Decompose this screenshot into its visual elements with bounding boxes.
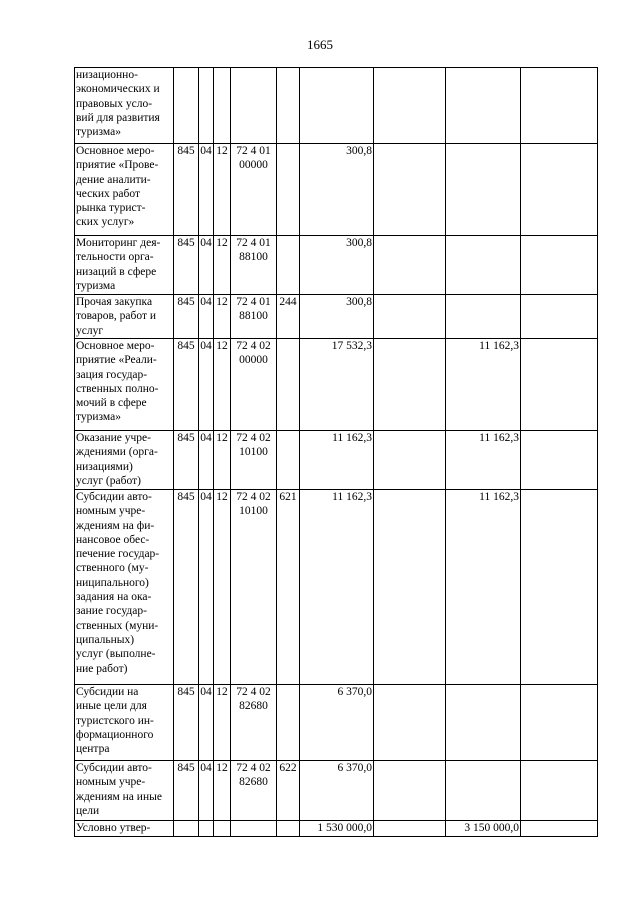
section-code-cell: 04: [199, 236, 214, 295]
section-code-cell: 04: [199, 144, 214, 236]
subsection-code-cell: 12: [214, 490, 231, 685]
amount-cell-1: 6 370,0: [300, 685, 374, 761]
table-row: [75, 295, 598, 339]
expense-type-cell: [277, 431, 300, 490]
grbs-code-cell: 845: [174, 339, 199, 431]
amount-cell-4: [521, 339, 598, 431]
expense-type-cell: 244: [277, 295, 300, 339]
target-article-cell: 72 4 02 00000: [231, 339, 277, 431]
amount-cell-1: 6 370,0: [300, 761, 374, 821]
target-article-cell: [231, 821, 277, 837]
amount-cell-1: 300,8: [300, 295, 374, 339]
grbs-code-cell: [174, 68, 199, 144]
subsection-code-cell: 12: [214, 431, 231, 490]
grbs-code-cell: 845: [174, 431, 199, 490]
table-row: [75, 761, 598, 821]
table-row: [75, 685, 598, 761]
section-code-cell: 04: [199, 490, 214, 685]
section-code-cell: 04: [199, 431, 214, 490]
row-name-cell: Субсидии авто- номным учре- ждениям на фи- нансовое обес- печение государ- ственного (му- ниципального) задания на ока- зание государ- ственных (муни- ципальных) услуг (выполне- ние работ): [75, 490, 174, 685]
table-row: [75, 490, 598, 685]
amount-cell-1: 1 530 000,0: [300, 821, 374, 837]
amount-cell-2: [374, 490, 446, 685]
expense-type-cell: [277, 144, 300, 236]
row-name-cell: Основное меро- приятие «Прове- дение аналити- ческих работ рынка турист- ских услуг»: [75, 144, 174, 236]
amount-cell-3: [446, 761, 521, 821]
amount-cell-2: [374, 431, 446, 490]
amount-cell-2: [374, 295, 446, 339]
target-article-cell: 72 4 02 10100: [231, 490, 277, 685]
target-article-cell: 72 4 02 82680: [231, 685, 277, 761]
amount-cell-4: [521, 685, 598, 761]
grbs-code-cell: 845: [174, 144, 199, 236]
section-code-cell: [199, 68, 214, 144]
amount-cell-1: 300,8: [300, 144, 374, 236]
amount-cell-4: [521, 144, 598, 236]
amount-cell-1: 300,8: [300, 236, 374, 295]
target-article-cell: 72 4 01 88100: [231, 295, 277, 339]
grbs-code-cell: 845: [174, 685, 199, 761]
section-code-cell: [199, 821, 214, 837]
table-body: [75, 68, 598, 837]
amount-cell-3: [446, 68, 521, 144]
row-name-cell: Субсидии на иные цели для туристского ин- формационного центра: [75, 685, 174, 761]
table-row: [75, 68, 598, 144]
amount-cell-2: [374, 685, 446, 761]
amount-cell-3: 3 150 000,0: [446, 821, 521, 837]
amount-cell-4: [521, 295, 598, 339]
row-name-cell: Субсидии авто- номным учре- ждениям на иные цели: [75, 761, 174, 821]
amount-cell-3: 11 162,3: [446, 339, 521, 431]
amount-cell-2: [374, 821, 446, 837]
table-row: [75, 431, 598, 490]
expense-type-cell: [277, 339, 300, 431]
amount-cell-1: 11 162,3: [300, 490, 374, 685]
amount-cell-3: [446, 685, 521, 761]
amount-cell-3: [446, 144, 521, 236]
section-code-cell: 04: [199, 339, 214, 431]
row-name-cell: низационно- экономических и правовых усло- вий для развития туризма»: [75, 68, 174, 144]
amount-cell-3: 11 162,3: [446, 490, 521, 685]
expense-type-cell: [277, 68, 300, 144]
expense-type-cell: 621: [277, 490, 300, 685]
row-name-cell: Мониторинг дея- тельности орга- низаций в сфере туризма: [75, 236, 174, 295]
grbs-code-cell: 845: [174, 490, 199, 685]
table-row: [75, 821, 598, 837]
amount-cell-3: 11 162,3: [446, 431, 521, 490]
row-name-cell: Оказание учре- ждениями (орга- низациями) услуг (работ): [75, 431, 174, 490]
subsection-code-cell: [214, 821, 231, 837]
target-article-cell: 72 4 01 88100: [231, 236, 277, 295]
section-code-cell: 04: [199, 685, 214, 761]
amount-cell-2: [374, 761, 446, 821]
amount-cell-4: [521, 490, 598, 685]
page-number: 1665: [307, 37, 333, 52]
section-code-cell: 04: [199, 295, 214, 339]
grbs-code-cell: 845: [174, 295, 199, 339]
amount-cell-2: [374, 68, 446, 144]
subsection-code-cell: 12: [214, 761, 231, 821]
target-article-cell: 72 4 02 10100: [231, 431, 277, 490]
target-article-cell: [231, 68, 277, 144]
grbs-code-cell: 845: [174, 761, 199, 821]
subsection-code-cell: 12: [214, 295, 231, 339]
table-row: [75, 236, 598, 295]
table-row: [75, 339, 598, 431]
amount-cell-2: [374, 339, 446, 431]
expense-type-cell: [277, 236, 300, 295]
expense-type-cell: [277, 685, 300, 761]
amount-cell-2: [374, 236, 446, 295]
subsection-code-cell: [214, 68, 231, 144]
amount-cell-3: [446, 236, 521, 295]
subsection-code-cell: 12: [214, 685, 231, 761]
budget-table: [74, 67, 598, 837]
row-name-cell: Основное меро- приятие «Реали- зация государ- ственных полно- мочий в сфере туризма»: [75, 339, 174, 431]
amount-cell-4: [521, 236, 598, 295]
row-name-cell: Условно утвер-: [75, 821, 174, 837]
amount-cell-3: [446, 295, 521, 339]
amount-cell-4: [521, 68, 598, 144]
subsection-code-cell: 12: [214, 144, 231, 236]
amount-cell-4: [521, 431, 598, 490]
amount-cell-1: 11 162,3: [300, 431, 374, 490]
amount-cell-4: [521, 821, 598, 837]
amount-cell-4: [521, 761, 598, 821]
section-code-cell: 04: [199, 761, 214, 821]
row-name-cell: Прочая закупка товаров, работ и услуг: [75, 295, 174, 339]
subsection-code-cell: 12: [214, 236, 231, 295]
amount-cell-1: 17 532,3: [300, 339, 374, 431]
target-article-cell: 72 4 02 82680: [231, 761, 277, 821]
expense-type-cell: [277, 821, 300, 837]
amount-cell-2: [374, 144, 446, 236]
grbs-code-cell: 845: [174, 236, 199, 295]
amount-cell-1: [300, 68, 374, 144]
table-row: [75, 144, 598, 236]
grbs-code-cell: [174, 821, 199, 837]
subsection-code-cell: 12: [214, 339, 231, 431]
expense-type-cell: 622: [277, 761, 300, 821]
target-article-cell: 72 4 01 00000: [231, 144, 277, 236]
